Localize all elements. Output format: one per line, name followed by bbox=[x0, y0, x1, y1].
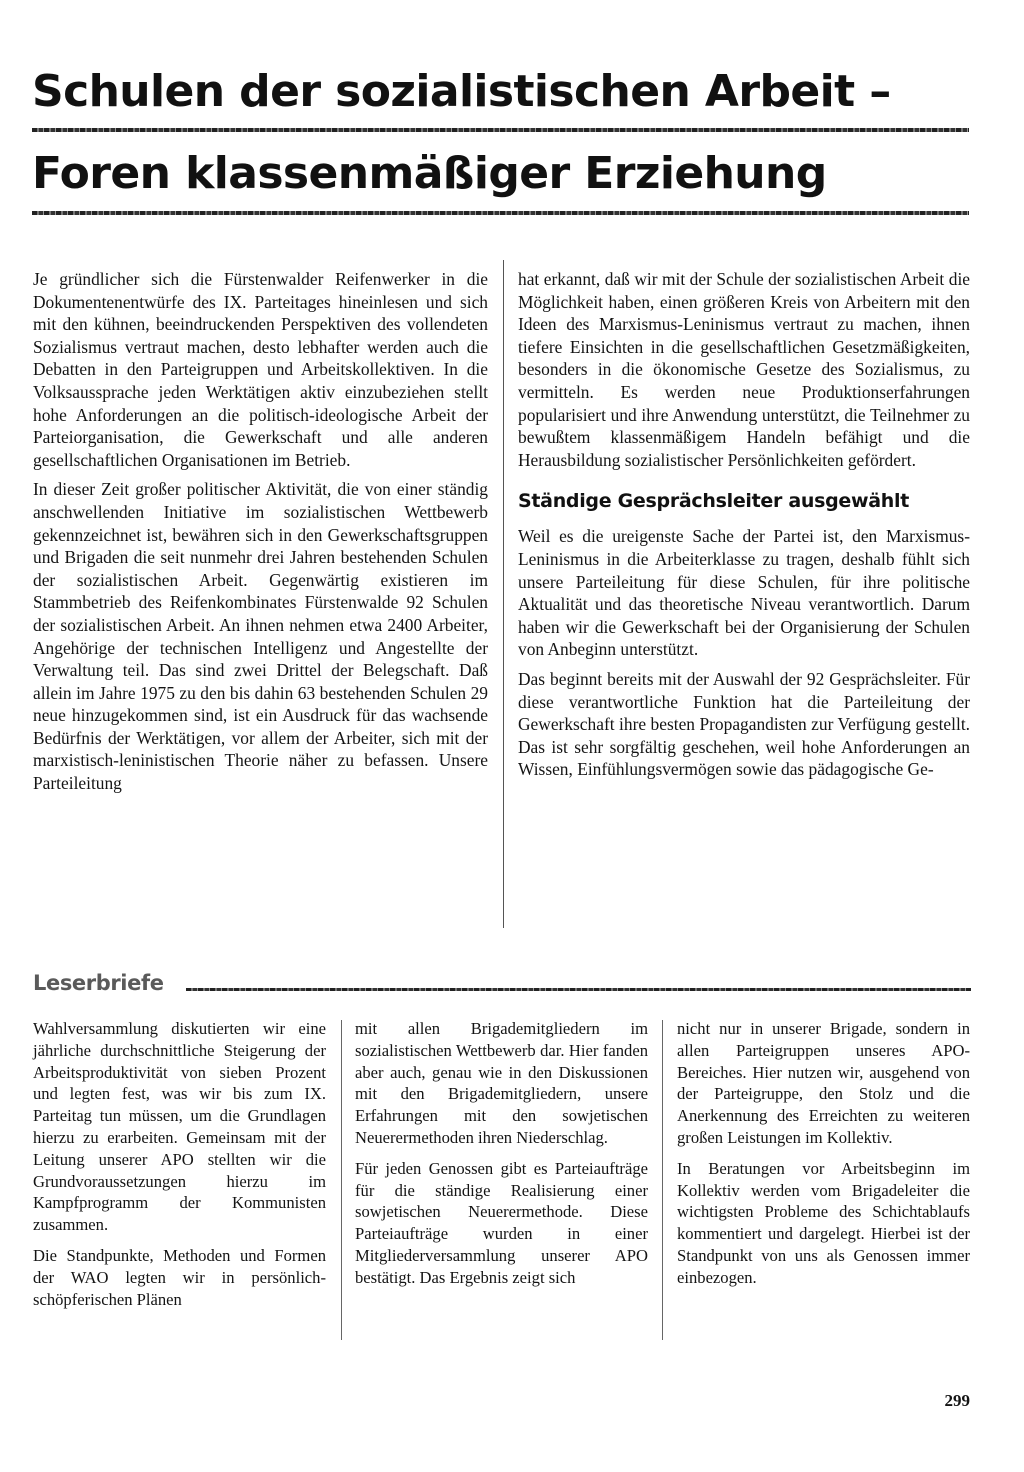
letters-paragraph: Wahlversammlung diskutierten wir eine jährliche durchschnittliche Steigerung der Arbeitsproduktivität von sieben Prozent und legten fest, was wir bis zum IX. Parteitag tun müssen, um die Grundlagen hierzu zu erarbeiten. Gemeinsam mit der Leitung unserer APO stellten wir die Grundvoraussetzungen hierzu im Kampfprogramm der Kommunisten zusammen. bbox=[33, 1019, 326, 1235]
headline-rule-2 bbox=[32, 211, 969, 215]
article-paragraph: hat erkannt, daß wir mit der Schule der sozialistischen Arbeit die Möglichkeit haben, einen größeren Kreis von Arbeitern mit den Ideen des Marxismus-Leninismus vertraut zu machen, ihnen tiefere Einsichten in die gesellschaftlichen Gesetzmäßigkeiten, besonders in die ökonomische Gesetze des Sozialismus, zu vermitteln. Es werden neue Produktionserfahrungen popularisiert und ihre Anwendung unterstützt, die Teilnehmer zu bewußtem klassenmäßigem Handeln befähigt und die Herausbildung sozialistischer Persönlichkeiten gefördert. bbox=[518, 269, 970, 470]
headline-line-2: Foren klassenmäßiger Erziehung bbox=[32, 148, 827, 199]
column-divider bbox=[503, 260, 504, 928]
headline-rule-1 bbox=[32, 128, 969, 132]
section-label-leserbriefe: Leserbriefe bbox=[33, 971, 164, 995]
letters-column-3 bbox=[677, 1018, 970, 1298]
article-subheading: Ständige Gesprächsleiter ausgewählt bbox=[518, 490, 910, 513]
headline-line-1: Schulen der sozialistischen Arbeit – bbox=[32, 66, 891, 117]
article-paragraph: Weil es die ureigenste Sache der Partei ist, den Marxismus-Leninismus in die Arbeiterklasse zu tragen, deshalb fühlt sich unsere Parteileitung für diese Schulen, für ihre politische Aktualität und das theoretische Niveau verantwortlich. Darum haben wir die Gewerkschaft bei der Organisierung der Schulen von Anbeginn unterstützt. bbox=[518, 526, 970, 660]
article-column-1 bbox=[33, 268, 488, 802]
letters-paragraph: In Beratungen vor Arbeitsbeginn im Kollektiv werden vom Brigadeleiter die wichtigsten Probleme des Schichtablaufs kommentiert und dargelegt. Hierbei ist der Standpunkt von uns als Genossen immer einbezogen. bbox=[677, 1158, 970, 1287]
article-paragraph: In dieser Zeit großer politischer Aktivität, die von einer ständig anschwellenden Initiative im sozialistischen Wettbewerb gekennzeichnet ist, bewähren sich in den Gewerkschaftsgruppen und Brigaden die seit nunmehr drei Jahren bestehenden Schulen der sozialistischen Arbeit. Gegenwärtig existieren im Stammbetrieb des Reifenkombinates Fürstenwalde 92 Schulen der sozialistischen Arbeit. An ihnen nehmen etwa 2400 Arbeiter, Angehörige der technischen Intelligenz und Angestellte der Verwaltung teil. Das sind zwei Drittel der Belegschaft. Daß allein im Jahre 1975 zu den bis dahin 63 bestehenden Schulen 29 neue hinzugekommen sind, ist ein Ausdruck für das wachsende Bedürfnis der Werktätigen, vor allem der Arbeiter, sich mit der marxistisch-leninistischen Theorie näher zu befassen. Unsere Parteileitung bbox=[33, 479, 488, 794]
letters-divider-2 bbox=[662, 1020, 663, 1340]
letters-paragraph: Die Standpunkte, Methoden und Formen der WAO legten wir in persönlich-schöpferischen Plänen bbox=[33, 1245, 326, 1309]
article-column-2 bbox=[518, 268, 970, 788]
letters-divider-1 bbox=[341, 1020, 342, 1340]
article-paragraph: Das beginnt bereits mit der Auswahl der 92 Gesprächsleiter. Für diese verantwortliche Funktion hat die Parteileitung der Gewerkschaft ihre besten Propagandisten zur Verfügung gestellt. Das ist sehr sorgfältig geschehen, weil hohe Anforderungen an Wissen, Einfühlungsvermögen sowie das pädagogische Ge- bbox=[518, 668, 970, 780]
letters-column-1 bbox=[33, 1018, 326, 1319]
page-number: 299 bbox=[944, 1391, 970, 1410]
article-paragraph: Je gründlicher sich die Fürstenwalder Reifenwerker in die Dokumentenentwürfe des IX. Parteitages hineinlesen und sich mit den kühnen, beeindruckenden Perspektiven des vollendeten Sozialismus vertraut machen, desto lebhafter werden auch die Debatten in den Parteigruppen und Arbeitskollektiven. In die Volksaussprache jeden Werktätigen aktiv einzubeziehen stellt hohe Anforderungen an die politisch-ideologische Arbeit der Parteiorganisation, die Gewerkschaft und alle anderen gesellschaftlichen Organisationen im Betrieb. bbox=[33, 269, 488, 470]
letters-paragraph: Für jeden Genossen gibt es Parteiaufträge für die ständige Realisierung einer sowjetischen Neuerermethode. Diese Parteiaufträge wurden in einer Mitgliederversammlung unserer APO bestätigt. Das Ergebnis zeigt sich bbox=[355, 1158, 648, 1287]
letters-paragraph: mit allen Brigademitgliedern im sozialistischen Wettbewerb dar. Hier fanden aber auch, genau wie in den Diskussionen mit den Brigademitgliedern, unsere Erfahrungen mit den sowjetischen Neuerermethoden ihren Niederschlag. bbox=[355, 1019, 648, 1147]
letters-column-2 bbox=[355, 1018, 648, 1298]
section-rule-leserbriefe bbox=[186, 988, 971, 991]
letters-paragraph: nicht nur in unserer Brigade, sondern in allen Parteigruppen unseres APO-Bereiches. Hier nutzen wir, ausgehend von der Parteigruppe, den Stolz und die Anerkennung des Erreichten zu weiteren großen Leistungen im Kollektiv. bbox=[677, 1019, 970, 1147]
